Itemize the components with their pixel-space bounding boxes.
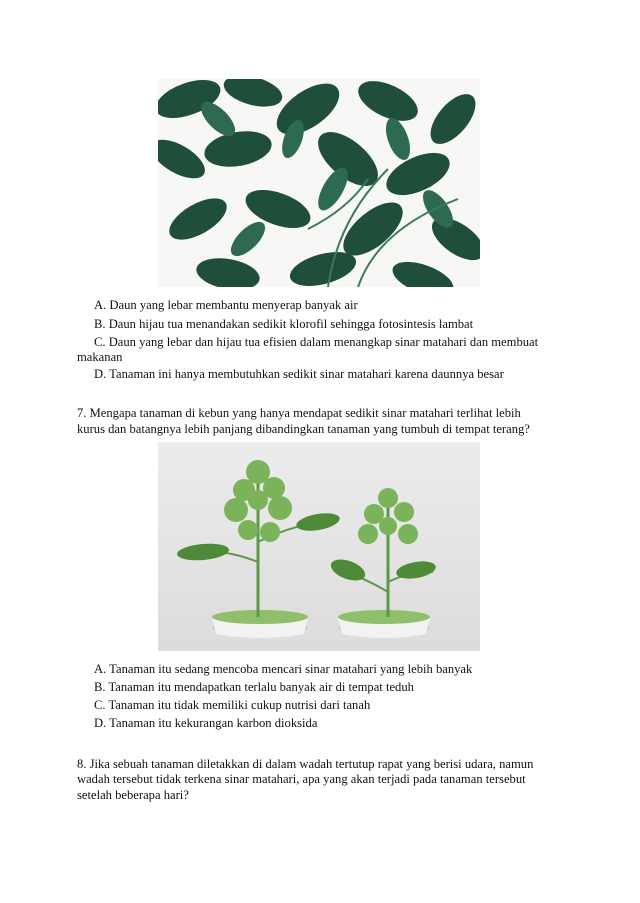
q7-option-b: B. Tanaman itu mendapatkan terlalu banyak air di tempat teduh [94,680,414,694]
q6-option-c: C. Daun yang lebar dan hijau tua efisien dalam menangkap sinar matahari dan membuat makanan [77,335,539,364]
q7-text-line-1: 7. Mengapa tanaman di kebun yang hanya mendapat sedikit sinar matahari terlihat lebih [77,406,521,420]
q6-option-b: B. Daun hijau tua menandakan sedikit klorofil sehingga fotosintesis lambat [94,317,474,331]
leaves-illustration [158,79,480,287]
leaves-image [158,79,480,287]
plants-image [158,442,480,651]
q8-text-line-1: 8. Jika sebuah tanaman diletakkan di dalam wadah tertutup rapat yang berisi udara, namun [77,757,534,771]
q7-option-a: A. Tanaman itu sedang mencoba mencari sinar matahari yang lebih banyak [94,662,473,676]
q7-option-d: D. Tanaman itu kekurangan karbon dioksida [94,716,318,730]
q6-option-d: D. Tanaman ini hanya membutuhkan sedikit sinar matahari karena daunnya besar [94,367,504,381]
q8-text-line-3: setelah beberapa hari? [77,788,189,802]
plants-illustration [158,442,480,651]
q7-text-line-2: kurus dan batangnya lebih panjang dibandingkan tanaman yang tumbuh di tempat terang? [77,422,530,436]
q8-text-line-2: wadah tersebut tidak terkena sinar matahari, apa yang akan terjadi pada tanaman tersebut [77,772,526,786]
q6-option-a: A. Daun yang lebar membantu menyerap banyak air [94,298,358,312]
q7-option-c: C. Tanaman itu tidak memiliki cukup nutrisi dari tanah [94,698,371,712]
